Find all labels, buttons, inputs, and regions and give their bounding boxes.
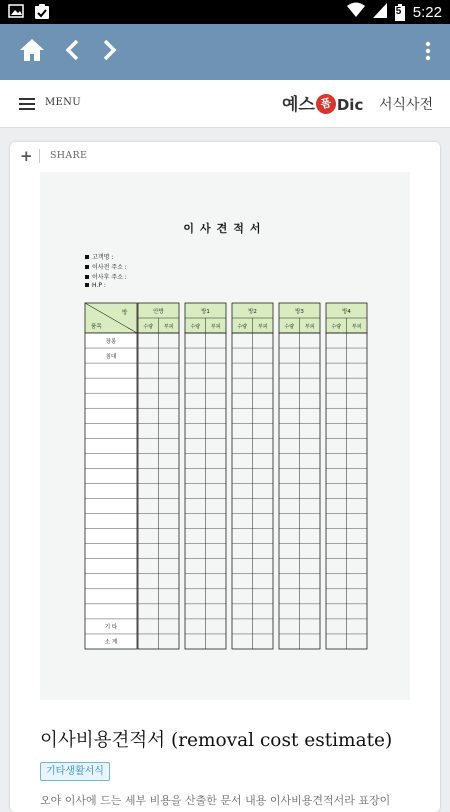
document-title: 이사견적서 bbox=[183, 222, 267, 235]
brand-suffix: Dic bbox=[336, 96, 364, 114]
battery-icon bbox=[395, 4, 405, 21]
item-label: 장롱 bbox=[105, 338, 117, 345]
field-new-address-label: 이사후 주소 : bbox=[92, 274, 127, 281]
room-name: 방1 bbox=[201, 309, 210, 315]
room-subheader: 수량 bbox=[237, 324, 248, 330]
back-icon[interactable] bbox=[62, 36, 82, 68]
footer-row-label: 기 타 bbox=[104, 624, 118, 631]
field-customer-label: 고객명 : bbox=[92, 254, 114, 261]
signal-icon bbox=[373, 2, 387, 22]
room-subheader: 부피 bbox=[351, 324, 362, 330]
brand-prefix: 예스 bbox=[282, 95, 315, 115]
room-name: 방3 bbox=[295, 309, 304, 315]
room-subheader: 수량 bbox=[331, 324, 342, 330]
room-subheader: 부피 bbox=[210, 324, 221, 330]
document-description: 오야 이사에 드는 세부 비용을 산출한 문서 내용 이사비용견적서라 표장이 bbox=[40, 794, 391, 807]
header-corner-bottom-label: 품목 bbox=[91, 324, 102, 330]
share-row bbox=[10, 142, 440, 170]
room-subheader: 부피 bbox=[163, 324, 174, 330]
field-old-address-label: 이사전 주소 : bbox=[92, 264, 127, 271]
share-button[interactable]: SHARE bbox=[50, 150, 88, 161]
status-bar bbox=[0, 0, 450, 24]
room-name: 방4 bbox=[342, 309, 351, 315]
page-title: 이사비용견적서 (removal cost estimate) bbox=[40, 730, 393, 751]
menu-bar bbox=[0, 80, 450, 128]
category-badge[interactable]: 기타생활서식 bbox=[40, 762, 110, 781]
brand-badge: 폼 bbox=[314, 92, 338, 116]
forward-icon[interactable] bbox=[100, 36, 120, 68]
battery-level: 5 bbox=[395, 5, 402, 17]
room-subheader: 수량 bbox=[190, 324, 201, 330]
room-subheader: 수량 bbox=[143, 324, 154, 330]
room-subheader: 수량 bbox=[284, 324, 295, 330]
home-icon[interactable] bbox=[18, 36, 46, 68]
content-card bbox=[10, 142, 440, 812]
room-name: 방2 bbox=[248, 309, 257, 315]
room-subheader: 부피 bbox=[304, 324, 315, 330]
item-column bbox=[85, 333, 137, 649]
room-name: 안방 bbox=[153, 309, 164, 315]
task-done-icon bbox=[34, 3, 50, 24]
item-label: 침대 bbox=[105, 353, 117, 360]
estimate-table bbox=[40, 172, 410, 700]
more-vert-icon[interactable] bbox=[420, 36, 436, 68]
brand-logo[interactable] bbox=[282, 90, 363, 115]
image-notification-icon bbox=[8, 3, 24, 24]
dictionary-title[interactable]: 서식사전 bbox=[379, 97, 434, 113]
status-time: 5:22 bbox=[412, 3, 442, 21]
header-corner-top-label: 방 bbox=[122, 310, 128, 316]
wifi-icon bbox=[347, 2, 365, 22]
share-divider bbox=[39, 149, 40, 163]
plus-icon[interactable]: + bbox=[20, 147, 33, 165]
field-phone-label: H.P : bbox=[92, 282, 106, 289]
room-subheader: 부피 bbox=[257, 324, 268, 330]
hamburger-menu-icon[interactable] bbox=[19, 96, 35, 115]
menu-label[interactable]: MENU bbox=[45, 97, 81, 108]
document-preview[interactable] bbox=[40, 172, 410, 700]
app-bar bbox=[0, 24, 450, 80]
footer-row-label: 소 계 bbox=[104, 639, 118, 646]
